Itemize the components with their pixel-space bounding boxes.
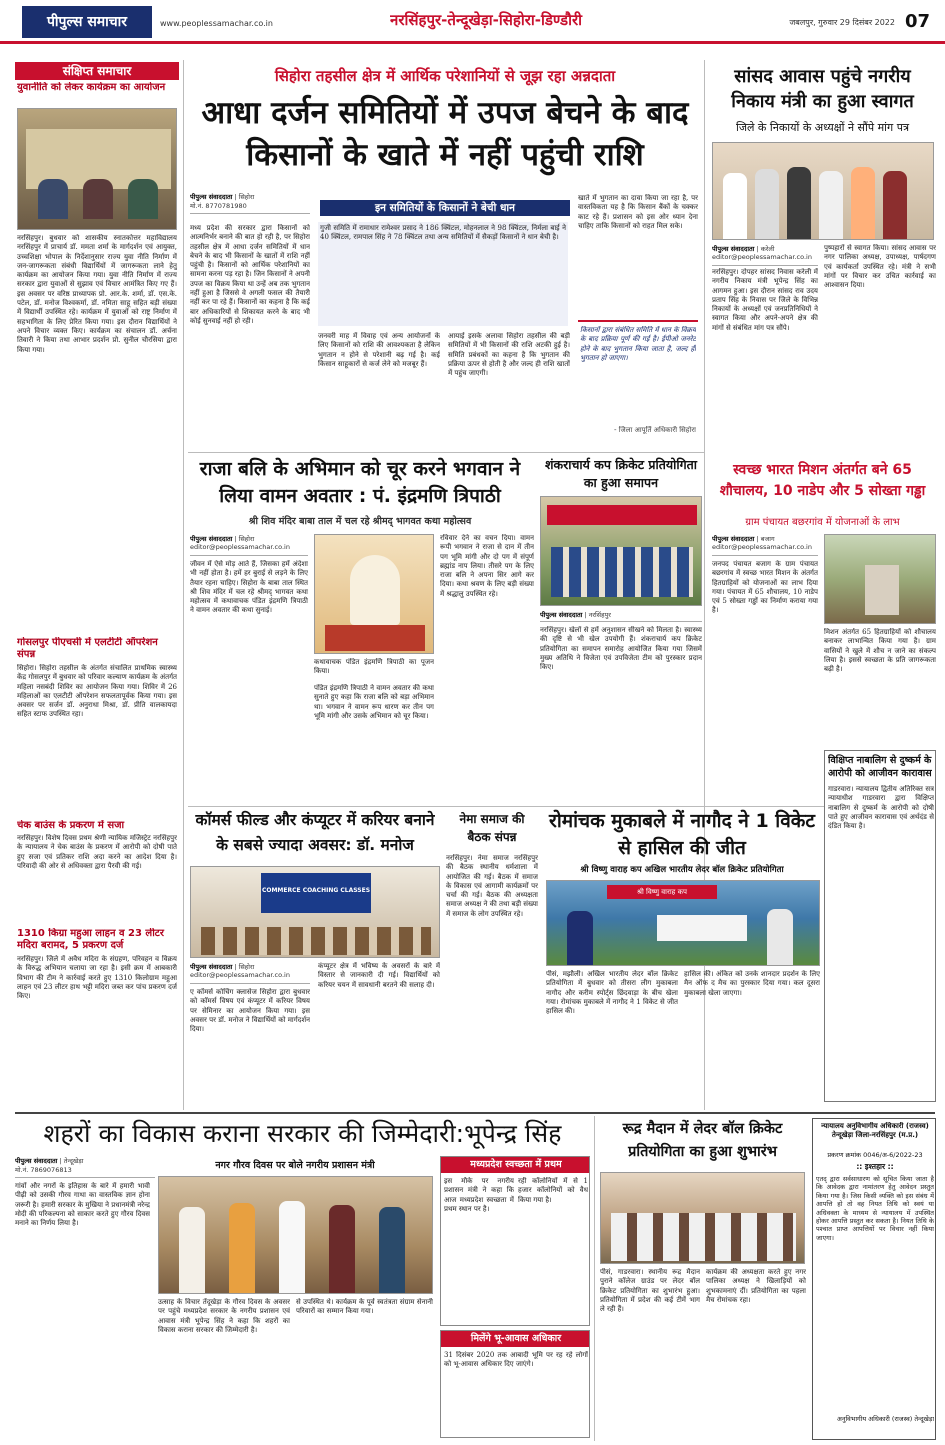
commerce-headline: कॉमर्स फील्ड और कंप्यूटर में करियर बनाने के सबसे ज्यादा अवसर: डॉ. मनोज <box>195 811 435 854</box>
mp-headline: सांसद आवास पहुंचे नगरीय निकाय मंत्री का हुआ स्वागत <box>731 66 914 112</box>
city-box-2 <box>440 1330 590 1438</box>
shankar-photo <box>540 496 702 606</box>
brief-title-1: युवानीति को लेकर कार्यक्रम का आयोजन <box>17 82 166 93</box>
lead-box-title: इन समितियों के किसानों ने बेची धान <box>320 200 570 216</box>
city-col-2: उत्साह के विचार तेंदूखेड़ा के गौरव दिवस के अवसर पर पहुंचे मध्यप्रदेश सरकार के नगरीय प्रशासन एवं आवास मंत्री भूपेन्द्र सिंह ने कहा कि शहरों का विकास कराना सरकार की जिम्मेदारी है। <box>158 1298 290 1334</box>
email[interactable]: editor@peoplessamachar.co.in <box>712 253 812 261</box>
city-photo <box>158 1176 433 1294</box>
raja-col-3: रविवार देने का वचन दिया। वामन रूपी भगवान ने राजा से दान में तीन पग भूमि मांगी और दो पग में संपूर्ण ब्रह्मांड नाप लिया। तीसरे पग के लिए राजा बलि ने अपना सिर आगे कर दिया। कथा श्रवण के लिए बड़ी संख्या में श्रद्धालु उपस्थित रहे। <box>440 534 534 598</box>
reporter: पीपुल्स संवाददाता <box>190 963 233 971</box>
lead-kicker: सिहोरा तहसील क्षेत्र में आर्थिक परेशानियों से जूझ रहा अन्नदाता <box>274 67 616 85</box>
court-body: गाडरवारा। न्यायालय द्वितीय अतिरिक्त सत्र न्यायाधीश गाडरवारा द्वारा विक्षिप्त नाबालिग से दुष्कर्म के आरोपी को दोषी पाते हुए आजीवन कारावास एवं अर्थदंड से दंडित किया है। <box>828 785 934 831</box>
raja-photo <box>314 534 434 654</box>
place: सिहोरा <box>238 963 255 971</box>
brief-body-1: नरसिंहपुर। बुधवार को शासकीय स्नातकोत्तर महाविद्यालय नरसिंहपुर में प्राचार्य डॉ. ममता शर्मा के मार्गदर्शन एवं आयुक्त, उच्चशिक्षा भोपाल के निर्देशानुसार राज्य युवा नीति निर्माण में जन-जागरूकता संबंधी विद्यार्थियों में जागरूकता लाने हेतु कार्यक्रम का आयोजन किया गया। युवा नीति निर्माण में राज्य सरकार द्वारा युवाओं से सुझाव एवं विचार आमंत्रित किए गए हैं। इस अवसर पर वरिष्ठ प्राध्यापक प्रो. आर.के. शर्मा, डॉ. एस.के. पटेल, डॉ. मनोज विश्वकर्मा, डॉ. नमिता साहू सहित बड़ी संख्या में विद्यार्थी उपस्थित रहे। कार्यक्रम में युवाओं को राष्ट्र निर्माण में सहभागिता के लिए प्रेरित किया गया। इस दौरान विद्यार्थियों ने अपने विचार व्यक्त किए। कार्यक्रम का संचालन डॉ. अर्चना तिवारी ने किया तथा आभार प्रदर्शन प्रो. सुनील चौरसिया द्वारा किया गया। <box>17 234 177 354</box>
raja-sub: श्री शिव मंदिर बाबा ताल में चल रहे श्रीमद् भागवत कथा महोत्सव <box>248 516 472 527</box>
city-box-2-title: मिलेंगे भू-आवास अधिकार <box>441 1331 590 1347</box>
lead-col-2: जनवरी माह में विवाह एवं अन्य आयोजनों के लिए किसानों को राशि की आवश्यकता है लेकिन भुगतान न होने से परेशानी बढ़ गई है। कई किसान साहूकारों से कर्ज लेने को मजबूर हैं। <box>318 332 440 368</box>
brief-title-3: चेक बाउंस के प्रकरण में सजा <box>17 820 125 831</box>
raja-headline: राजा बलि के अभिमान को चूर करने भगवान ने लिया वामन अवतार : पं. इंद्रमणि त्रिपाठी <box>199 458 521 507</box>
place: सिहोरा <box>238 193 255 201</box>
city-col-3: से उपस्थित थे। कार्यक्रम के पूर्व स्वतंत्रता संग्राम सेनानी परिवारों का सम्मान किया गया। <box>296 1298 433 1316</box>
date: जबलपुर, गुरुवार 29 दिसंबर 2022 <box>789 18 895 27</box>
commerce-banner: COMMERCE COACHING CLASSES <box>261 873 371 913</box>
court-headline: विक्षिप्त नाबालिग से दुष्कर्म के आरोपी को आजीवन कारावास <box>828 755 932 779</box>
notice-subtitle: :: इश्तहार :: <box>856 1162 894 1171</box>
place: नरसिंहपुर <box>588 611 611 619</box>
rudra-col-1: पीसं, गाडरवारा। स्थानीय रूद्र मैदान पुराने कॉलेज ग्राउंड पर लेदर बॉल क्रिकेट प्रतियोगिता का शुभारंभ हुआ। प्रतियोगिता में प्रदेश की कई टीमें भाग ले रही हैं। <box>600 1268 700 1314</box>
city-headline: शहरों का विकास कराना सरकार की जिम्मेदारी:भूपेन्द्र सिंह <box>43 1119 562 1148</box>
city-sub: नगर गौरव दिवस पर बोले नगरीय प्रशासन मंत्री <box>215 1160 375 1171</box>
email[interactable]: editor@peoplessamachar.co.in <box>190 543 290 551</box>
lead-headline: आधा दर्जन समितियों में उपज बेचने के बाद किसानों के खाते में नहीं पहुंची राशि <box>201 95 689 173</box>
mp-sub: जिले के निकायों के अध्यक्षों ने सौंपे मांग पत्र <box>735 121 910 134</box>
raja-caption: कथावाचक पंडित इंद्रमणि त्रिपाठी का पूजन किया। <box>314 658 434 676</box>
place: सिहोरा <box>238 535 255 543</box>
cricket-col-2: हासिल की। अंकित को उनके शानदार प्रदर्शन के लिए मैन ऑफ द मैच का पुरस्कार दिया गया। कल दूसरा मुकाबला खेला जाएगा। <box>684 970 820 997</box>
reporter: पीपुल्स संवाददाता <box>712 535 755 543</box>
city-box <box>440 1156 590 1326</box>
place: करेली <box>760 245 775 253</box>
reporter: पीपुल्स संवाददाता <box>540 611 583 619</box>
court-box <box>824 750 936 1102</box>
city-col-1: गांवों और नगरों के इतिहास के बारे में हमारी भावी पीढ़ी को उसकी गौरव गाथा का वास्तविक ज्ञान होना जरूरी है। हमारी सरकार के मुखिया ने प्रधानमंत्री नरेन्द्र मोदी की परिकल्पना को साकार करते हुए गौरव दिवस मनाने का निर्णय लिया है। <box>15 1182 150 1228</box>
shankar-body: नरसिंहपुर। खेलों से हमें अनुशासन सीखने को मिलता है। स्वास्थ्य की दृष्टि से भी खेल उपयोगी हैं। शंकराचार्य कप क्रिकेट प्रतियोगिता का समापन समारोह आयोजित किया गया जिसमें मुख्य अतिथि ने विजेता एवं उपविजेता टीम को पुरस्कार प्रदान किए। <box>540 626 702 672</box>
city-box-col-1: इस मौके पर नगरीय प्रशासन मंत्री ने कहा कि आज मध्यप्रदेश स्वच्छता में प्रथम स्थान पर है। <box>444 1177 514 1213</box>
nema-body: नरसिंहपुर। नेमा समाज नरसिंहपुर की बैठक स्थानीय धर्मशाला में आयोजित की गई। बैठक में समाज के विकास एवं आगामी कार्यक्रमों पर चर्चा की गई। बैठक की अध्यक्षता समाज अध्यक्ष ने की तथा बड़ी संख्या में समाज के लोग उपस्थित रहे। <box>446 854 538 918</box>
rudra-col-2: कार्यक्रम की अध्यक्षता करते हुए नगर पालिका अध्यक्ष ने खिलाड़ियों को शुभकामनाएं दीं। प्रतियोगिता का पहला मैच रोमांचक रहा। <box>706 1268 806 1304</box>
phone: मो.नं. 7869076813 <box>15 1166 72 1174</box>
youth-policy-photo <box>17 108 177 230</box>
shankar-byline: पीपुल्स संवाददाता | नरसिंहपुर <box>540 610 702 622</box>
reporter: पीपुल्स संवाददाता <box>190 535 233 543</box>
legal-notice <box>812 1118 936 1440</box>
lead-col-3: आयाई इसके अलावा सिहोरा तहसील की बड़ी समितियों में भी किसानों की राशि अटकी हुई है। समिति प्रबंधकों का कहना है कि भुगतान की प्रक्रिया ऊपर से होती है और जल्द ही राशि खातों में पहुंच जाएगी। <box>448 332 570 378</box>
swachh-headline: स्वच्छ भारत मिशन अंतर्गत बने 65 शौचालय, 10 नाडेप और 5 सोख्ता गड्ढा <box>719 462 926 499</box>
brief-body-2: सिहोरा। सिहोरा तहसील के अंतर्गत संचालित प्राथमिक स्वास्थ्य केंद्र गोसलपुर में बुधवार को परिवार कल्याण कार्यक्रम के अंतर्गत महिला नसबंदी शिविर का आयोजन किया गया। शिविर में 26 महिलाओं का एलटीटी ऑपरेशन सफलतापूर्वक किया गया। इस अवसर पर सर्जन डॉ. अनुराधा मिश्रा, डॉ. प्रीति वालकायदा सहित स्टाफ उपस्थित रहा। <box>17 664 177 719</box>
commerce-col-1: ए कॉमर्स कोचिंग क्लासेज सिहोरा द्वारा बुधवार को कॉमर्स विषय एवं कंप्यूटर में करियर विषय पर सेमिनार का आयोजन किया गया। इस अवसर पर डॉ. मनोज ने विद्यार्थियों को मार्गदर्शन दिया। <box>190 988 310 1034</box>
cricket-photo <box>546 880 820 966</box>
commerce-col-2: कंप्यूटर क्षेत्र में भविष्य के अवसरों के बारे में विस्तार से जानकारी दी गई। विद्यार्थियों को करियर चयन में सावधानी बरतने की सलाह दी। <box>318 962 440 989</box>
commerce-byline: पीपुल्स संवाददाता | सिहोरा editor@peoplessamachar.co.in <box>190 962 310 984</box>
shankar-headline: शंकराचार्य कप क्रिकेट प्रतियोगिता का हुआ समापन <box>545 457 697 490</box>
nema-headline: नेमा समाज की बैठक संपन्न <box>459 812 525 844</box>
regions-title: नरसिंहपुर-तेन्दूखेड़ा-सिहोरा-डिण्डौरी <box>390 11 582 29</box>
lead-quote-box <box>578 320 698 444</box>
masthead <box>0 0 945 44</box>
notice-sign: अनुविभागीय अधिकारी (राजस्व) तेन्दूखेड़ा <box>836 1415 934 1423</box>
mp-photo <box>712 142 934 240</box>
mp-byline: पीपुल्स संवाददाता | करेली editor@peoplessamachar.co.in <box>712 244 818 266</box>
raja-byline: पीपुल्स संवाददाता | सिहोरा editor@peoplessamachar.co.in <box>190 534 308 556</box>
lead-col-1: मध्य प्रदेश की सरकार द्वारा किसानों को आत्मनिर्भर बनाने की बात हो रही है, पर सिहोरा तहसील क्षेत्र में आधा दर्जन समितियों में धान बेचने के बाद भी किसानों के खातों में राशि नहीं पहुंची है। किसानों को आर्थिक परेशानियों का सामना करना पड़ रहा है। जिन किसानों ने अपनी उपज का विक्रय किया था उन्हें अब तक भुगतान नहीं हुआ है जिससे वे अगली फसल की तैयारी नहीं कर पा रहे हैं। किसानों का कहना है कि कई बार अधिकारियों से शिकायत करने के बाद भी कोई सुनवाई नहीं हो रही। <box>190 224 310 325</box>
rudra-photo <box>600 1172 805 1264</box>
mp-col-2: पुष्पहारों से स्वागत किया। सांसद आवास पर नगर पालिका अध्यक्ष, उपाध्यक्ष, पार्षदगण एवं कार्यकर्ता उपस्थित रहे। मंत्री ने सभी मांगों पर विचार कर उचित कार्रवाई का आश्वासन दिया। <box>824 244 936 290</box>
swachh-col-2: मिशन अंतर्गत 65 हितग्राहियों को शौचालय बनाकर लाभान्वित किया गया है। ग्राम वासियों ने खुले में शौच न जाने का संकल्प लिया है। इससे स्वच्छता के प्रति जागरूकता बढ़ी है। <box>824 628 936 674</box>
mp-col-1: नरसिंहपुर। दोपहर सांसद निवास करेली में नगरीय निकाय मंत्री भूपेन्द्र सिंह का आगमन हुआ। इस दौरान सांसद राव उदय प्रताप सिंह के निवास पर जिले के विभिन्न निकायों के अध्यक्षों एवं जनप्रतिनिधियों ने स्वागत किया और अपने-अपने क्षेत्र की मांगों से संबंधित मांग पत्र सौंपे। <box>712 268 818 332</box>
brief-column <box>15 62 179 932</box>
brief-body-4: नरसिंहपुर। जिले में अवैध मदिरा के संग्रहण, परिवहन व विक्रय के विरुद्ध अभियान चलाया जा रहा है। इसी क्रम में आबकारी विभाग की टीम ने कार्रवाई करते हुए 1310 किलोग्राम महुआ लाहन एवं 23 लीटर हाथ भट्टी मदिरा जब्त कर पांच प्रकरण दर्ज किए। <box>17 955 177 1001</box>
website[interactable]: www.peoplessamachar.co.in <box>160 19 273 28</box>
place: बजाग <box>760 535 775 543</box>
brief-body-3: नरसिंहपुर। विशेष दिवस प्रथम श्रेणी न्यायिक मजिस्ट्रेट नरसिंहपुर के न्यायालय ने चेक बाउंस के प्रकरण में आरोपी को दोषी पाते हुए सजा एवं प्रतिकर राशि अदा करने का आदेश दिया है। परिवादी की ओर से अधिवक्ता द्वारा पैरवी की गई। <box>17 834 177 870</box>
lead-quote: किसानों द्वारा संबंधित समिति में धान के विक्रय के बाद प्रक्रिया पूर्ण की गई है। ईपीओ जनरेट होने के बाद भुगतान किया जाता है, जल्द ही भुगतान हो जाएगा। <box>580 326 696 362</box>
cricket-col-1: पीसं, मझौली। अखिल भारतीय लेदर बॉल क्रिकेट प्रतियोगिता में बुधवार को तीसरा लीग मुकाबला नागौद और करीम स्पोर्ट्स छिंदवाड़ा के बीच खेला गया। रोमांचक मुकाबले में नागौद ने 1 विकेट से जीत हासिल की। <box>546 970 678 1016</box>
place: तेन्दूखेड़ा <box>63 1157 84 1165</box>
lead-box-text: गुजी समिति में रामाधार रामेश्वर प्रसाद ने 186 क्विंटल, मोहनलाल ने 98 क्विंटल, निर्मला बाई ने 40 क्विंटल, रामपाल सिंह ने 78 क्विंटल तथा अन्य समितियों में सैकड़ों किसानों ने धान बेची है। <box>318 222 568 326</box>
page-number: 07 <box>904 11 931 32</box>
commerce-photo <box>190 866 440 958</box>
email[interactable]: editor@peoplessamachar.co.in <box>712 543 812 551</box>
logo: पीपुल्स समाचार <box>22 6 152 38</box>
city-byline: पीपुल्स संवाददाता | तेन्दूखेड़ा मो.नं. 7869076813 <box>15 1156 155 1178</box>
email[interactable]: editor@peoplessamachar.co.in <box>190 971 290 979</box>
city-box-title: मध्यप्रदेश स्वच्छता में प्रथम <box>441 1157 590 1173</box>
reporter: पीपुल्स संवाददाता <box>190 193 233 201</box>
city-box-2-text: 31 दिसंबर 2020 तक आबादी भूमि पर रह रहे लोगों को भू-आवास अधिकार दिए जाएंगे। <box>444 1351 588 1369</box>
cricket-banner: श्री विष्णु वाराह कप <box>607 885 717 899</box>
brief-title-4: 1310 किग्रा महुआ लाहन व 23 लीटर मदिरा बरामद, 5 प्रकरण दर्ज <box>17 928 164 951</box>
reporter: पीपुल्स संवाददाता <box>15 1157 58 1165</box>
brief-heading: संक्षिप्त समाचार <box>15 62 179 80</box>
city-box-col-2: रही कॉलोनियों में से 1 हजार कॉलोनियों को वैध किया गया है। <box>518 1177 588 1204</box>
swachh-col-1: जनपद पंचायत बजाग के ग्राम पंचायत बछरगांव में स्वच्छ भारत मिशन के अंतर्गत हितग्राहियों को योजनाओं का लाभ दिया गया। पंचायत में 65 शौचालय, 10 नाडेप एवं 5 सोख्ता गड्ढों का निर्माण कराया गया है। <box>712 560 818 615</box>
raja-col-1: जीवन में ऐसे मोड़ आते हैं, जिसका हमें अंदेशा भी नहीं होता है। हमें हर बुराई से लड़ने के लिए तैयार रहना चाहिए। सिहोरा के बाबा ताल स्थित श्री शिव मंदिर में चल रहे श्रीमद् भागवत कथा महोत्सव में कथावाचक पंडित इंद्रमणि त्रिपाठी ने वामन अवतार की कथा सुनाई। <box>190 560 308 615</box>
swachh-sub: ग्राम पंचायत बछरगांव में योजनाओं के लाभ <box>745 517 900 528</box>
swachh-photo <box>824 534 936 624</box>
notice-body: एतद् द्वारा सर्वसाधारण को सूचित किया जाता है कि आवेदक द्वारा नामांतरण हेतु आवेदन प्रस्तुत किया गया है। जिस किसी व्यक्ति को इस संबंध में आपत्ति हो तो वह नियत तिथि को स्वयं या अधिवक्ता के माध्यम से न्यायालय में उपस्थित होकर आपत्ति प्रस्तुत कर सकता है। नियत तिथि के पश्चात प्राप्त आपत्तियों पर विचार नहीं किया जाएगा। <box>816 1175 934 1242</box>
reporter: पीपुल्स संवाददाता <box>712 245 755 253</box>
cricket-sub: श्री विष्णु वाराह कप अखिल भारतीय लेदर बॉल क्रिकेट प्रतियोगिता <box>580 865 784 875</box>
phone: मो.नं. 8770781980 <box>190 202 247 210</box>
raja-col-2: पंडित इंद्रमणि त्रिपाठी ने वामन अवतार की कथा सुनाते हुए कहा कि राजा बलि को बड़ा अभिमान था। भगवान ने वामन रूप धारण कर तीन पग भूमि मांगी और उसके अभिमान को चूर किया। <box>314 684 434 720</box>
lead-byline: पीपुल्स संवाददाता | सिहोरा मो.नं. 8770781980 <box>190 192 310 214</box>
lead-col-4: खाते में भुगतान का दावा किया जा रहा है, पर वास्तविकता यह है कि किसान बैंकों के चक्कर काट रहे हैं। प्रशासन को इस ओर ध्यान देना चाहिए ताकि किसानों को राहत मिल सके। <box>578 194 698 230</box>
notice-case: प्रकरण क्रमांक 0046/अ-6/2022-23 <box>827 1151 923 1159</box>
rudra-headline: रूद्र मैदान में लेदर बॉल क्रिकेट प्रतियोगिता का हुआ शुभारंभ <box>622 1121 783 1160</box>
lead-quote-by: - जिला आपूर्ति अधिकारी सिहोरा <box>613 426 696 434</box>
brief-title-2: गोसलपुर पीएचसी में एलटीटी ऑपरेशन संपन्न <box>17 637 158 660</box>
notice-title: न्यायालय अनुविभागीय अधिकारी (राजस्व) तेन्दूखेड़ा जिला-नरसिंहपुर (म.प्र.) <box>821 1122 929 1139</box>
cricket-headline: रोमांचक मुकाबले में नागौद ने 1 विकेट से हासिल की जीत <box>549 810 815 859</box>
swachh-byline: पीपुल्स संवाददाता | बजाग editor@peoplessamachar.co.in <box>712 534 818 556</box>
